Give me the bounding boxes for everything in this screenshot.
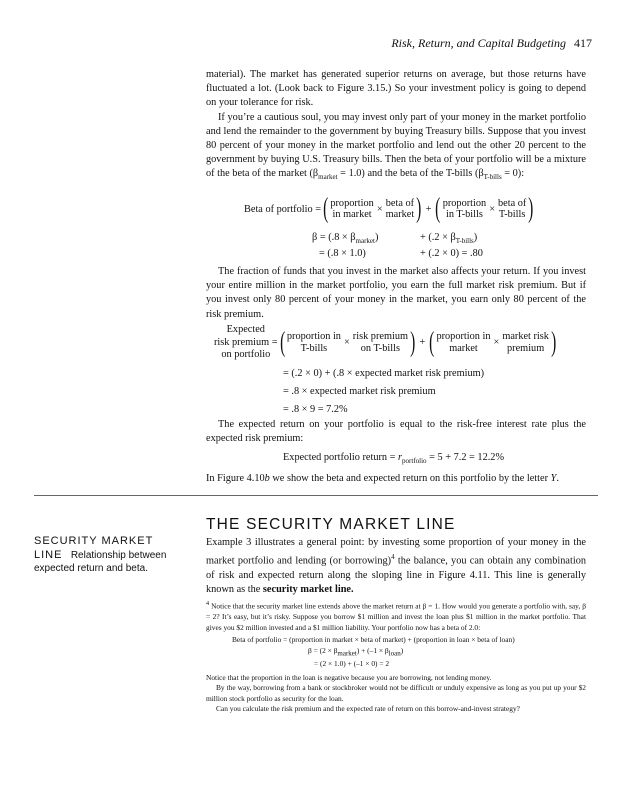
risk-premium-equation: Expected risk premium = on portfolio ( proportion in T-bills × risk premium on T-bills ) + ( proportion in market × market risk premium ) = (.2 × 0) + (.8 × expected market risk premium) = .8 × expected market risk premium = .8 × 9 = 7.2% <box>214 324 557 415</box>
beta-equation: Beta of portfolio = ( proportion in market × beta of market ) + ( proportion in T-bills × beta of T-bills ) $\beta = (.8 \times \beta_{market})$ + $(.2 \times \beta_{T-bills})$ = (.8 × 1.0) + (.2 × 0) = .80 <box>244 193 534 259</box>
footnote-p4: Can you calculate the risk premium and the expected rate of return on this borrow-and-invest strategy? <box>216 704 520 714</box>
eq1-row3-right: + (.2 × 0) = .80 <box>420 248 483 259</box>
paragraph-3: The fraction of funds that you invest in the market also affects your return. If you invest your entire million in the market portfolio, you earn the full market risk premium. But if you invest only 80 percent of your money in the market, you earn only 80 percent of the risk premium. <box>206 266 586 320</box>
paragraph-2: If you’re a cautious soul, you may invest only part of your money in the market portfolio and lend the remainder to the government by buying Treasury bills. Suppose that you invest 80 percent of your money in the market portfolio and lend out the other 20 percent to the government by buying U.S. Treasury bills. Then the beta of your portfolio will be a mixture of the beta of the market $(\beta_{market} = 1.0)$ and the beta of the T-bills $(\beta_{T-bills} = 0)$: <box>206 111 586 182</box>
footnote-p3: By the way, borrowing from a bank or stockbroker would not be difficult or unduly expensive as long as you put up your $2 million stock portfolio as security for the loan. <box>206 683 586 703</box>
footnote-p2: Notice that the proportion in the loan is negative because you are borrowing, not lending money. <box>206 672 492 682</box>
paragraph-1: material). The market has generated superior returns on average, but those returns have fluctuated a lot. (Look back to Figure 3.15.) So your investment policy is going to depend on your tolerance for risk. <box>206 69 586 109</box>
eq1-row3: = (.8 × 1.0) <box>319 248 366 259</box>
running-header <box>391 36 592 51</box>
body-upper <box>206 68 586 185</box>
section-divider <box>34 495 598 496</box>
eq2-line3: = .8 × expected market risk premium <box>283 386 436 397</box>
eq1-lhs: Beta of portfolio = <box>244 203 322 215</box>
footnote-eq1: Beta of portfolio = (proportion in market × beta of market) + (proportion in loan × beta of loan) <box>232 635 515 645</box>
margin-term: SECURITY MARKET LINE <box>34 535 154 561</box>
eq2-line2: = (.2 × 0) + (.8 × expected market risk premium) <box>283 368 485 379</box>
section-title: THE SECURITY MARKET LINE <box>206 516 456 533</box>
margin-def: Relationship between expected return and beta. <box>34 549 167 574</box>
page-number: 417 <box>574 36 592 50</box>
paragraph-5: In Figure 4.10b we show the beta and expected return on this portfolio by the letter Y. <box>206 473 559 484</box>
eq1-row2-right: + $(.2 \times \beta_{T-bills})$ <box>420 232 478 246</box>
section-paragraph: Example 3 illustrates a general point: by investing some proportion of your money in the market portfolio and lending (or borrowing)$^4$ the balance, you can obtain any combination of risk and expected return along the sloping line in Figure 4.11. This line is generally known as the security market line. <box>206 537 586 596</box>
running-title: Risk, Return, and Capital Budgeting <box>391 36 566 50</box>
paragraph-4: The expected return on your portfolio is equal to the risk-free interest rate plus the expected risk premium: <box>206 419 586 445</box>
footnote-eq2: $\beta = (2 \times \beta_{market}) + (-1 \times \beta_{loan})$ <box>308 645 404 658</box>
footnote: $^4$ Notice that the security market line extends above the market return at β = 1. How would you generate a portfolio with, say, β = 2? It’s easy, but it’s risky. Suppose you borrow $1 million and invest the loan plus $1 million in the market portfolio. That gives you $2 million invested and a $1 million liability. Your portfolio now has a beta of 2.0: Beta of portfolio = (proportion in market × beta of market) + (proportion in loan × beta of loan) $\beta = (2 \times \beta_{market}) + (-1 \times \beta_{loan})$ = (2 × 1.0) + (–1 × 0) = 2 Notice that the proportion in the loan is negative because you are borrowing, not lending money. By the way, borrowing from a bank or stockbroker would not be difficult or unduly expensive as long as you put up your $2 million stock portfolio as security for the loan. Can you calculate the risk premium and the expected rate of return on this borrow-and-invest strategy? <box>206 601 586 714</box>
eq1-row2: $\beta = (.8 \times \beta_{market})$ <box>312 232 379 246</box>
eq2-line4: = .8 × 9 = 7.2% <box>283 404 348 415</box>
footnote-eq3: = (2 × 1.0) + (–1 × 0) = 2 <box>314 658 390 668</box>
expected-return-equation: Expected portfolio return = $r_{portfolio} = 5 + 7.2 = 12.2\%$ <box>283 452 505 466</box>
margin-definition <box>34 535 194 576</box>
